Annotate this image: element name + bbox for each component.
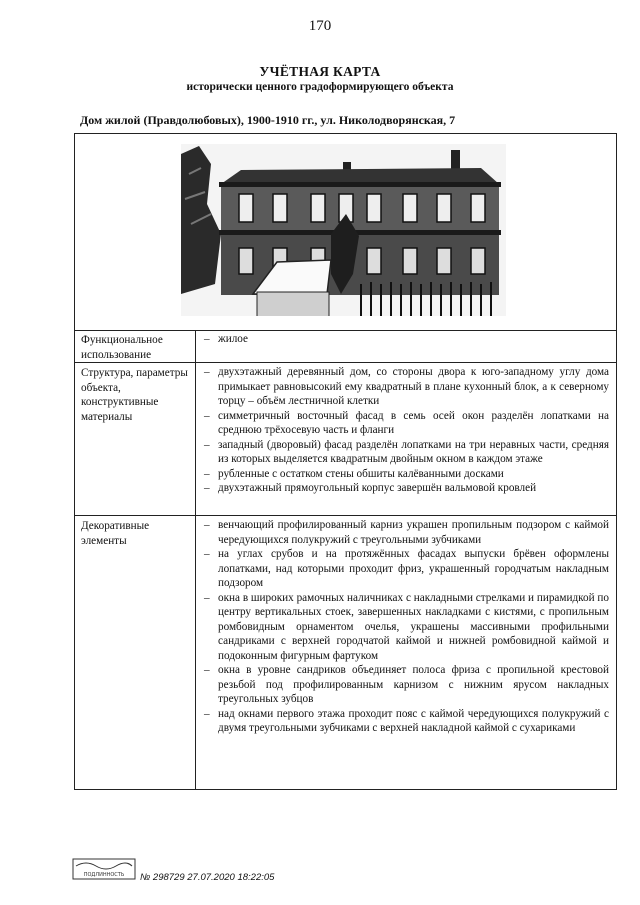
list-item: – двухэтажный деревянный дом, со стороны двора к юго-западному углу дома примыкает равновысокий ему квадратный в плане кухонный блок, а к северному торцу – объём лестничной клетки xyxy=(202,365,609,409)
list-item: – двухэтажный прямоугольный корпус завершён вальмовой кровлей xyxy=(202,481,609,496)
page-number: 170 xyxy=(308,18,332,34)
list-item: – венчающий профилированный карниз украшен пропильным подзором с каймой чередующихся полукружий с треугольными зубчиками xyxy=(202,518,609,547)
list-item: – на углах срубов и на протяжённых фасадах выпуски брёвен оформлены лопатками, над которыми проходит фриз, украшенный городчатым накладным подзором xyxy=(202,547,609,591)
list-item: – окна в уровне сандриков объединяет полоса фриза с пропильной крестовой резьбой под профилированным карнизом с нижним ярусом накладных треугольных зубцов xyxy=(202,663,609,707)
row-label-decorative: Декоративные элементы xyxy=(75,516,196,789)
row-decorative xyxy=(75,516,616,789)
row-label-structure: Структура, параметры объекта, конструктивные материалы xyxy=(75,363,196,515)
row-content-functional-use xyxy=(202,332,609,347)
document-number: № 298729 27.07.2020 18:22:05 xyxy=(140,872,275,883)
row-structure xyxy=(75,363,616,516)
list-item: – окна в широких рамочных наличниках с накладными стрелками и пирамидкой по центру вертикальных стоек, завершенных накладками с кистями, с пропильным ромбовидным орнаментом очелья, украшены массивными профильными сандриками с верхней городчатой каймой и нижней ромбовидной каймой и подоконным фигурным фартуком xyxy=(202,591,609,664)
list-item: – западный (дворовый) фасад разделён лопатками на три неравных части, средняя из которых выделяется квадратным двойным окном в каждом этаже xyxy=(202,438,609,467)
list-item: – жилое xyxy=(202,332,609,347)
authenticity-stamp-icon xyxy=(72,858,136,880)
building-photo xyxy=(181,144,506,324)
list-item: – симметричный восточный фасад в семь осей окон разделён лопатками на среднюю трёхосевую часть и фланги xyxy=(202,409,609,438)
list-item: – рубленные с остатком стены обшиты калёванными досками xyxy=(202,467,609,482)
photo-cell xyxy=(75,134,616,331)
list-item: – над окнами первого этажа проходит пояс с каймой чередующихся полукружий с двумя треугольными зубчиками с верхней накладной каймой с сухариками xyxy=(202,707,609,736)
object-name: Дом жилой (Правдолюбовых), 1900-1910 гг., ул. Николодворянская, 7 xyxy=(80,113,456,127)
row-functional-use xyxy=(75,330,616,363)
stamp-text: ПОДЛИННОСТЬ xyxy=(83,872,125,878)
card-title: УЧЁТНАЯ КАРТА xyxy=(259,64,381,79)
card-subtitle: исторически ценного градоформирующего объекта xyxy=(186,81,454,93)
row-content-structure xyxy=(202,365,609,496)
row-label-functional-use: Функциональное использование xyxy=(75,330,196,362)
record-card-table xyxy=(74,133,617,790)
row-content-decorative xyxy=(202,518,609,736)
